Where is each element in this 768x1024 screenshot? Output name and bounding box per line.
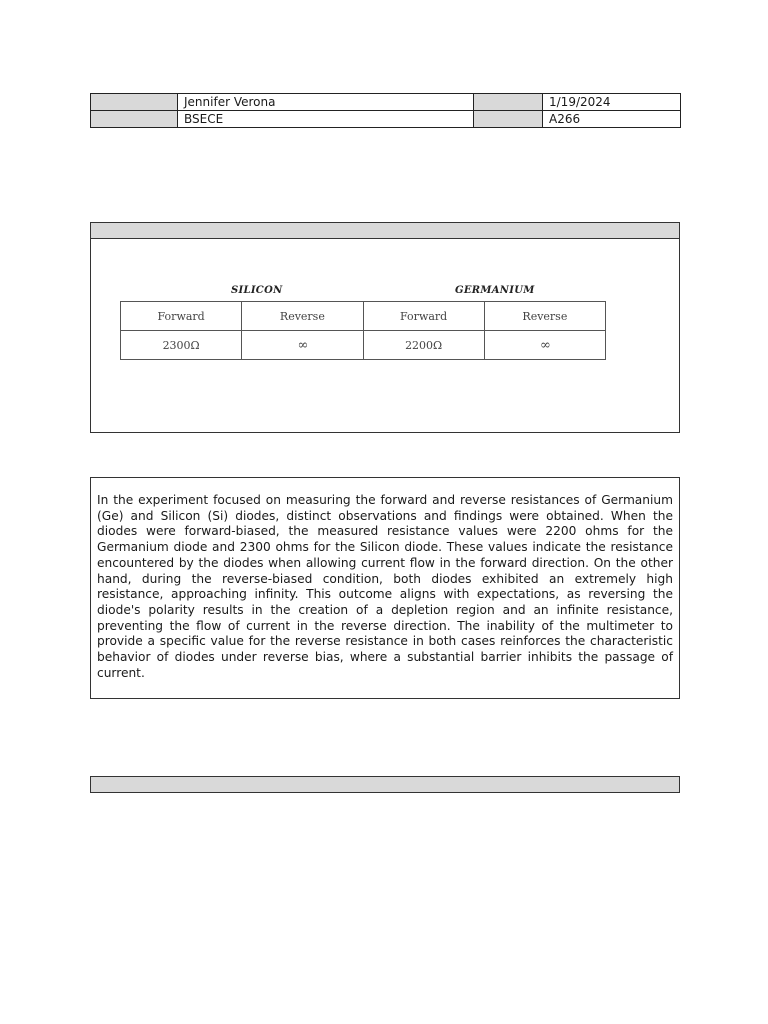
date-label-cell: [474, 94, 543, 111]
student-name: Jennifer Verona: [178, 94, 474, 111]
results-section-header: [91, 223, 679, 239]
germanium-label: GERMANIUM: [455, 285, 535, 296]
section-label-cell: [474, 111, 543, 128]
name-label-cell: [91, 94, 178, 111]
program-value: BSECE: [178, 111, 474, 128]
germanium-forward-value: 2200Ω: [363, 331, 484, 360]
germanium-forward-header: Forward: [363, 302, 484, 331]
silicon-label: SILICON: [231, 285, 283, 296]
silicon-reverse-value: ∞: [242, 331, 363, 360]
program-label-cell: [91, 111, 178, 128]
resistance-value-row: [121, 331, 606, 360]
section-value: A266: [543, 111, 681, 128]
student-info-table: [90, 93, 681, 128]
discussion-section: [90, 477, 680, 699]
conclusion-section-header: [90, 776, 680, 793]
resistance-header-row: [121, 302, 606, 331]
silicon-reverse-header: Reverse: [242, 302, 363, 331]
germanium-reverse-value: ∞: [484, 331, 605, 360]
discussion-paragraph: In the experiment focused on measuring the forward and reverse resistances of Germanium (Ge) and Silicon (Si) diodes, distinct observations and findings were obtained. When the diodes were forward-biased, the measured resistance values were 2200 ohms for the Germanium diode and 2300 ohms for the Silicon diode. These values indicate the resistance encountered by the diodes when allowing current flow in the forward direction. On the other hand, during the reverse-biased condition, both diodes exhibited an extremely high resistance, approaching infinity. This outcome aligns with expectations, as reversing the diode's polarity results in the creation of a depletion region and an infinite resistance, preventing the flow of current in the reverse direction. The inability of the multimeter to provide a specific value for the reverse resistance in both cases reinforces the characteristic behavior of diodes under reverse bias, where a substantial barrier inhibits the passage of current.: [97, 493, 673, 680]
info-row-2: [91, 111, 681, 128]
silicon-forward-header: Forward: [121, 302, 242, 331]
germanium-reverse-header: Reverse: [484, 302, 605, 331]
resistance-table: [120, 301, 606, 360]
silicon-forward-value: 2300Ω: [121, 331, 242, 360]
results-section: [90, 222, 680, 433]
report-date: 1/19/2024: [543, 94, 681, 111]
info-row-1: [91, 94, 681, 111]
